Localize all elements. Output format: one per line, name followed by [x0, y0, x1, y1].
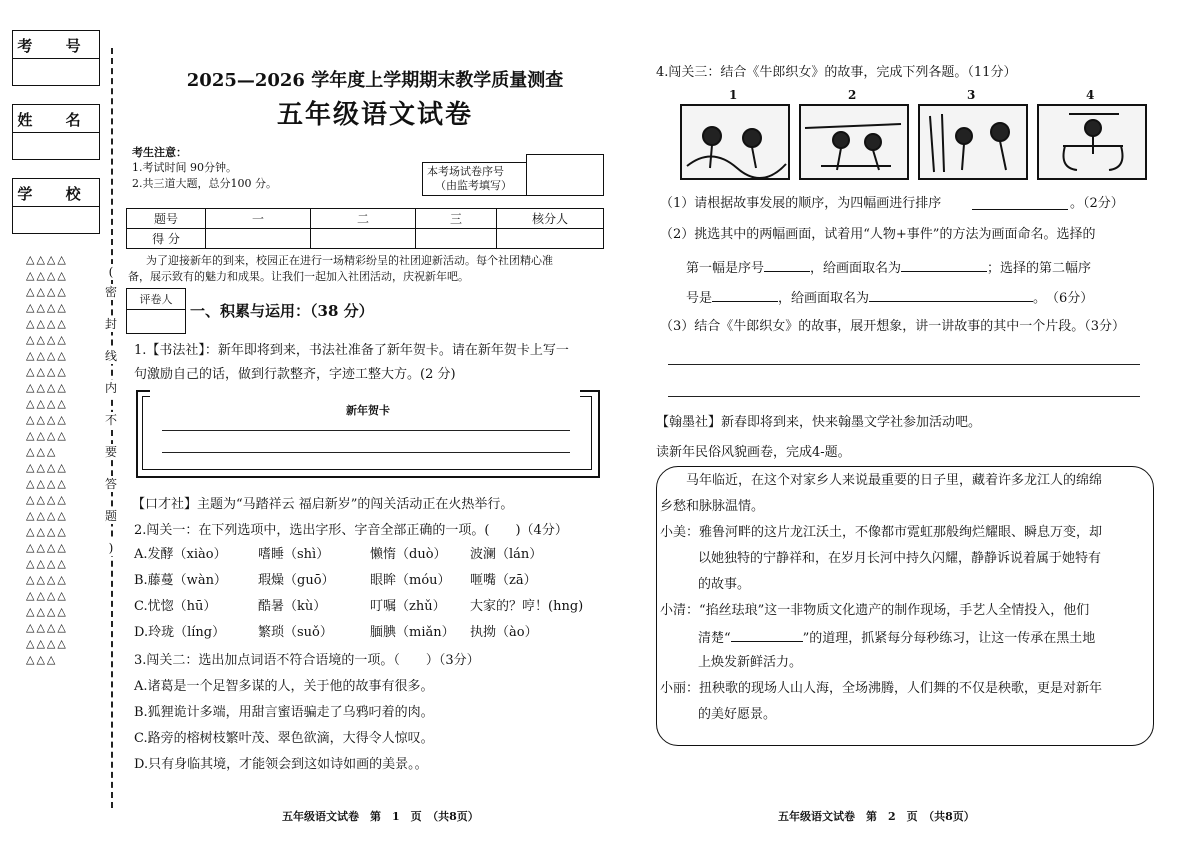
seq-number-label-box — [422, 162, 528, 196]
xiaomei-line-1: 小美：雅鲁河畔的这片龙江沃土，不像都市霓虹那般绚烂耀眼、瞬息万变，却 — [660, 525, 1103, 540]
notice-title: 考生注意： — [132, 146, 187, 159]
q2-option-cell: 叮嘱（zhǔ） — [370, 599, 446, 614]
picture-figure — [962, 141, 1006, 170]
sub1-tail: 。（2分） — [1070, 196, 1124, 211]
q2-option-cell: 懒惰（duò） — [370, 547, 447, 562]
q2-option-cell: 波澜（lán） — [470, 547, 543, 562]
triangle-row: △△△△ — [26, 301, 68, 314]
sub2-text: ，给画面取名为 — [810, 261, 902, 276]
picture-figure — [865, 134, 881, 150]
q3-stem: 3.闯关二：选出加点词语不符合语境的一项。（ ）（3分） — [134, 653, 480, 668]
seq-label-line1: 本考场试卷序号 — [427, 165, 504, 178]
picture-number: 3 — [967, 88, 976, 102]
triangle-row: △△△△ — [26, 429, 68, 442]
exam-title-line1: 2025—2026 学年度上学期期末教学质量测查 — [186, 70, 564, 91]
sub2-line-3 — [686, 288, 1093, 307]
triangle-row: △△△ — [26, 653, 58, 666]
picture-figure — [703, 127, 721, 145]
triangle-row: △△△△ — [26, 461, 68, 474]
picture-3[interactable] — [918, 104, 1028, 180]
q3-option-d: D.只有身临其境，才能领会到这如诗如画的美景。。 — [134, 757, 428, 772]
picture-drawing — [920, 106, 1026, 178]
xiaoqing-text: ”的道理，抓紧每分每秒练习，让这一传承在黑土地 — [802, 631, 1096, 646]
picture-figure — [1064, 136, 1123, 170]
first-picture-title-blank[interactable] — [901, 258, 987, 272]
q2-stem: 2.闯关一：在下列选项中，选出字形、字音全部正确的一项。( )（4分） — [134, 523, 568, 538]
xiaoli-line-1: 小丽：扭秧歌的现场人山人海，全场沸腾，人们舞的不仅是秧歌，更是对新年 — [660, 681, 1103, 696]
triangle-row: △△△△ — [26, 349, 68, 362]
seal-char: 要 — [104, 445, 117, 459]
triangle-row: △△△△ — [26, 365, 68, 378]
q4-stem: 4.闯关三：结合《牛郎织女》的故事，完成下列各题。（11分） — [656, 65, 1017, 80]
triangle-row: △△△△ — [26, 541, 68, 554]
q2-option-cell: 嗜睡（shì） — [258, 547, 330, 562]
triangle-row: △△△△ — [26, 333, 68, 346]
card-writing-line[interactable] — [162, 452, 570, 453]
exam-number-box — [12, 30, 100, 86]
triangle-row: △△△△ — [26, 477, 68, 490]
grader-label: 评卷人 — [139, 293, 173, 306]
intro-line-1: 为了迎接新年的到来，校园正在进行一场精彩纷呈的社团迎新活动。每个社团精心准 — [146, 254, 553, 267]
seal-text-column — [104, 284, 118, 540]
q2-option-cell: 咂嘴（zā） — [470, 573, 537, 588]
triangle-row: △△△△ — [26, 493, 68, 506]
sub2-line-1: （2）挑选其中的两幅画面，试着用“人物+事件”的方法为画面命名。选择的 — [660, 227, 1096, 242]
triangle-row: △△△△ — [26, 269, 68, 282]
picture-figure — [743, 129, 761, 147]
sub1-answer-blank[interactable] — [972, 195, 1068, 214]
q2-option-cell: 瑕燥（guō） — [258, 573, 335, 588]
q3-option-a: A.诸葛是一个足智多谋的人，关于他的故事有很多。 — [134, 679, 434, 694]
picture-figure — [821, 148, 891, 170]
score-header-cell: 三 — [416, 209, 497, 229]
seal-char: 线 — [104, 349, 117, 363]
triangle-row: △△△△ — [26, 637, 68, 650]
score-row-label: 得 分 — [127, 229, 206, 249]
q2-option-cell: A.发酵（xiào） — [134, 547, 227, 562]
passage-intro-1: 马年临近，在这个对家乡人来说最重要的日子里，藏着许多龙江人的绵绵 — [686, 473, 1103, 488]
q3-option-c: C.路旁的榕树枝繁叶茂、翠色欲滴，大得令人惊叹。 — [134, 731, 434, 746]
triangle-row: △△△△ — [26, 589, 68, 602]
sub2-text: ；选择的第二幅序 — [987, 261, 1092, 276]
picture-number: 2 — [848, 88, 857, 102]
picture-figure — [833, 132, 849, 148]
saying-answer-blank[interactable] — [731, 628, 803, 642]
q2-option-cell: 大家的？哼！(hng) — [470, 599, 584, 614]
sub2-text: ，给画面取名为 — [778, 291, 870, 306]
sub3-question: （3）结合《牛郎织女》的故事，展开想象，讲一讲故事的其中一个片段。（3分） — [660, 319, 1126, 334]
xiaomei-line-3: 的故事。 — [698, 577, 751, 592]
picture-figure — [687, 156, 786, 178]
xiaoqing-line-1: 小清：“掐丝珐琅”这一非物质文化遗产的制作现场，手艺人全情投入，他们 — [660, 603, 1090, 618]
xiaomei-line-2: 以她独特的宁静祥和，在岁月长河中持久闪耀，静静诉说着属于她特有 — [698, 551, 1102, 566]
hanmo-intro: 【翰墨社】新春即将到来，快来翰墨文学社参加活动吧。 — [656, 415, 982, 430]
seal-paren-close: ) — [104, 540, 118, 556]
xiaoqing-line-2 — [698, 628, 1095, 647]
score-input-cell[interactable] — [497, 229, 604, 249]
greeting-card — [136, 390, 600, 478]
exam-number-label: 考 号 — [17, 37, 95, 55]
picture-1[interactable] — [680, 104, 790, 180]
page2-footer: 五年级语文试卷 第 2 页 （共8页） — [778, 810, 975, 823]
triangle-row: △△△△ — [26, 557, 68, 570]
q2-option-cell: 繁琐（suǒ） — [258, 625, 333, 640]
exam-title-line2: 五年级语文试卷 — [276, 100, 473, 130]
score-header-cell: 题号 — [127, 209, 206, 229]
score-header-cell: 一 — [206, 209, 311, 229]
seal-char: 答 — [104, 477, 117, 491]
score-input-cell[interactable] — [206, 229, 311, 249]
picture-figure — [956, 128, 972, 144]
triangle-row: △△△△ — [26, 285, 68, 298]
triangle-row: △△△△ — [26, 605, 68, 618]
sub2-text: 号是 — [686, 291, 713, 306]
q2-option-cell: 执拗（ào） — [470, 625, 538, 640]
passage-intro-2: 乡愁和脉脉温情。 — [660, 499, 765, 514]
q3-option-b: B.狐狸诡计多端，用甜言蜜语骗走了乌鸦叼着的肉。 — [134, 705, 434, 720]
notice-item-2: 2.共三道大题，总分100 分。 — [132, 177, 277, 190]
picture-drawing — [682, 106, 788, 178]
reading-instruction: 读新年民俗风貌画卷，完成4-题。 — [656, 445, 851, 460]
sub2-text: 。 （6分） — [1033, 291, 1094, 306]
sub2-line-2 — [686, 258, 1091, 277]
triangle-row: △△△△ — [26, 525, 68, 538]
picture-figure — [805, 124, 901, 128]
school-box — [12, 178, 100, 234]
picture-figure — [991, 123, 1009, 141]
seal-paren-open: ( — [104, 264, 118, 280]
q2-option-cell: 腼腆（miǎn） — [370, 625, 455, 640]
q2-option-cell: 眼眸（móu） — [370, 573, 451, 588]
triangle-row: △△△△ — [26, 621, 68, 634]
triangle-row: △△△△ — [26, 509, 68, 522]
triangle-row: △△△△ — [26, 253, 68, 266]
sub2-text: 第一幅是序号 — [686, 261, 765, 276]
grader-box — [126, 288, 186, 334]
notice-item-1: 1.考试时间 90分钟。 — [132, 161, 237, 174]
triangle-row: △△△△ — [26, 573, 68, 586]
xiaoqing-text: 清楚“ — [698, 631, 731, 646]
seal-char: 内 — [104, 381, 117, 395]
seal-char: 封 — [104, 317, 117, 331]
q2-option-cell: D.玲珑（líng） — [134, 625, 226, 640]
picture-drawing — [801, 106, 907, 178]
triangle-row: △△△ — [26, 445, 58, 458]
score-table — [126, 208, 604, 249]
q2-option-cell: 酷暑（kù） — [258, 599, 327, 614]
score-input-cell[interactable] — [311, 229, 416, 249]
picture-drawing — [1039, 106, 1145, 178]
sub3-answer-line[interactable] — [668, 364, 1140, 365]
xiaoli-line-2: 的美好愿景。 — [698, 707, 777, 722]
name-label: 姓 名 — [17, 111, 95, 129]
picture-number: 1 — [729, 88, 738, 102]
name-box — [12, 104, 100, 160]
card-title: 新年贺卡 — [346, 404, 390, 417]
xiaoqing-line-3: 上焕发新鲜活力。 — [698, 655, 803, 670]
section1-title: 一、积累与运用：（38 分） — [190, 302, 374, 320]
score-header-cell: 核分人 — [497, 209, 604, 229]
triangle-column — [26, 252, 68, 668]
picture-number: 4 — [1086, 88, 1095, 102]
first-picture-number-blank[interactable] — [764, 258, 810, 272]
picture-figure — [930, 114, 944, 172]
triangle-row: △△△△ — [26, 413, 68, 426]
score-header-cell: 二 — [311, 209, 416, 229]
picture-4[interactable] — [1037, 104, 1147, 180]
picture-figure — [1085, 120, 1101, 136]
seal-char: 密 — [104, 285, 117, 299]
score-input-cell[interactable] — [416, 229, 497, 249]
seq-number-field[interactable] — [526, 154, 604, 196]
seq-label-line2: （由监考填写） — [435, 179, 512, 192]
card-writing-line[interactable] — [162, 430, 570, 431]
picture-2[interactable] — [799, 104, 909, 180]
seal-char: 不 — [104, 413, 117, 427]
sub1-question: （1）请根据故事发展的顺序，为四幅画进行排序 — [660, 196, 942, 211]
page1-footer: 五年级语文试卷 第 1 页 （共8页） — [282, 810, 479, 823]
kou-cai-intro: 【口才社】主题为“马踏祥云 福启新岁”的闯关活动正在火热举行。 — [132, 497, 514, 512]
second-picture-title-blank[interactable] — [869, 288, 1033, 302]
sub3-answer-line[interactable] — [668, 396, 1140, 397]
triangle-row: △△△△ — [26, 381, 68, 394]
triangle-row: △△△△ — [26, 397, 68, 410]
q1-line-1: 1.【书法社】：新年即将到来，书法社准备了新年贺卡。请在新年贺卡上写一 — [134, 343, 569, 358]
q2-option-cell: C.忧惚（hū） — [134, 599, 217, 614]
triangle-row: △△△△ — [26, 317, 68, 330]
second-picture-number-blank[interactable] — [712, 288, 778, 302]
school-label: 学 校 — [17, 185, 95, 203]
q1-line-2: 句激励自己的话，做到行款整齐，字迹工整大方。(2 分) — [134, 367, 456, 382]
seal-char: 题 — [104, 509, 117, 523]
intro-line-2: 备，展示致有的魅力和成果。让我们一起加入社团活动，庆祝新年吧。 — [128, 270, 469, 283]
q2-option-cell: B.藤蔓（wàn） — [134, 573, 227, 588]
